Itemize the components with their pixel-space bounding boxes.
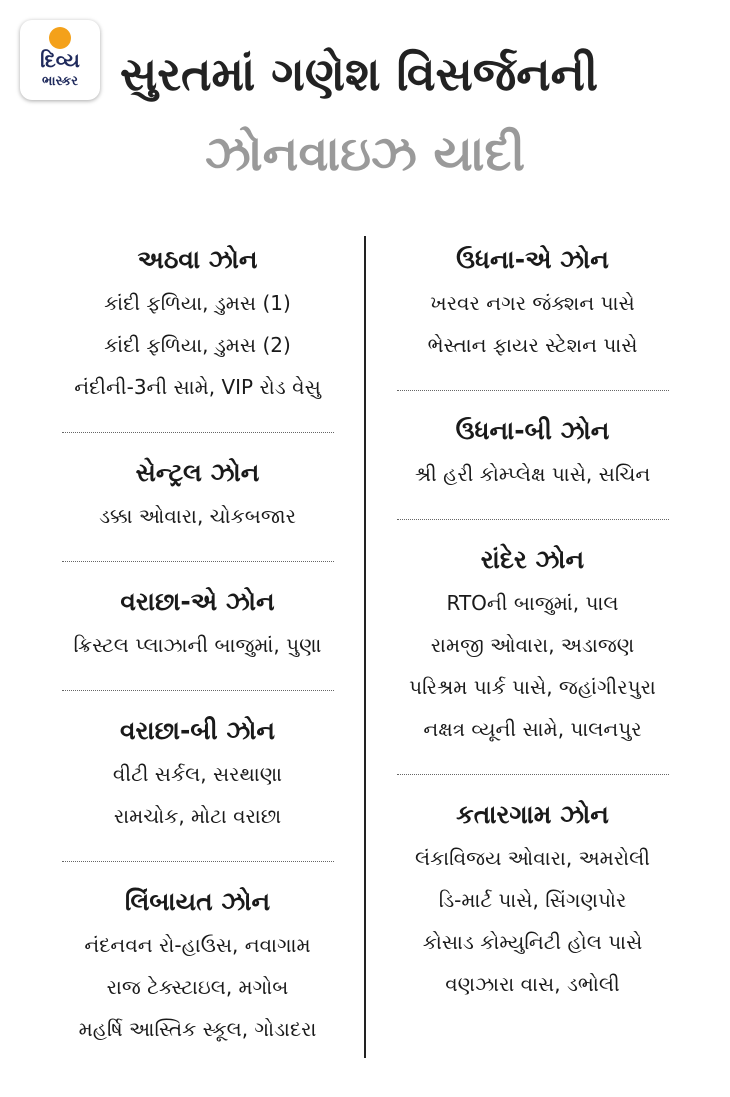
zone-location: ખરવર નગર જંક્શન પાસે <box>430 291 635 315</box>
left-column <box>40 238 355 1050</box>
logo-text-top: દિવ્ય <box>40 48 80 72</box>
zone-location: વણઝારા વાસ, ડભોલી <box>445 972 620 996</box>
zone-location: રામજી ઓવારા, અડાજણ <box>430 633 635 657</box>
zone-block <box>40 709 355 837</box>
zone-title: લિંબાયત ઝોન <box>124 887 271 916</box>
zone-location: રાજ ટેક્સ્ટાઇલ, મગોબ <box>106 975 289 999</box>
zone-block <box>375 238 690 366</box>
zone-title: સેન્ટ્રલ ઝોન <box>135 458 260 487</box>
divya-bhaskar-logo <box>20 20 100 100</box>
zone-location: કોસાડ કોમ્યુનિટી હોલ પાસે <box>422 930 643 954</box>
zone-title: કતારગામ ઝોન <box>456 800 609 829</box>
logo-text-bottom: ભાસ્કર <box>42 74 78 89</box>
zone-location: ડિ-માર્ટ પાસે, સિંગણપોર <box>438 888 627 912</box>
column-divider <box>364 236 366 1058</box>
zone-title: અઠવા ઝોન <box>137 245 258 274</box>
right-column <box>375 238 690 1005</box>
zone-block <box>375 538 690 750</box>
zone-location: નક્ષત્ર વ્યૂની સામે, પાલનપુર <box>423 717 642 741</box>
zone-location: લંકાવિજય ઓવારા, અમરોલી <box>415 846 650 870</box>
zone-location: ભેસ્તાન ફાયર સ્ટેશન પાસે <box>427 333 638 357</box>
zone-location: પરિશ્રમ પાર્ક પાસે, જહાંગીરપુરા <box>409 675 656 699</box>
zone-block <box>40 238 355 408</box>
zone-block <box>375 793 690 1005</box>
zone-title: રાંદેર ઝોન <box>480 545 585 574</box>
header <box>0 0 730 200</box>
zone-separator <box>62 432 334 433</box>
zone-block <box>375 409 690 495</box>
zone-location: નંદનવન રો-હાઉસ, નવાગામ <box>84 933 311 957</box>
zone-block <box>40 451 355 537</box>
zone-title: ઉધના-એ ઝોન <box>456 245 609 274</box>
zone-location: વીટી સર્કલ, સરથાણા <box>112 762 283 786</box>
zone-location: મહર્ષિ આસ્તિક સ્કૂલ, ગોડાદરા <box>78 1017 317 1041</box>
zone-location: ક્રિસ્ટલ પ્લાઝાની બાજુમાં, પુણા <box>73 633 322 657</box>
zone-location: કાંદી ફળિયા, ડુમસ (1) <box>104 291 291 315</box>
zone-separator <box>397 519 669 520</box>
page-subtitle: ઝોનવાઇઝ યાદી <box>204 126 526 182</box>
zone-location: નંદીની-3ની સામે, VIP રોડ વેસુ <box>74 375 321 399</box>
zone-block <box>40 880 355 1050</box>
zone-location: રામચોક, મોટા વરાછા <box>113 804 282 828</box>
zone-separator <box>62 561 334 562</box>
zone-title: વરાછા-એ ઝોન <box>120 587 275 616</box>
zone-separator <box>62 690 334 691</box>
zone-location: કાંદી ફળિયા, ડુમસ (2) <box>104 333 291 357</box>
zone-location: શ્રી હરી કોમ્પ્લેક્ષ પાસે, સચિન <box>414 462 651 486</box>
sun-icon <box>49 27 71 49</box>
zone-separator <box>397 774 669 775</box>
zone-title: ઉધના-બી ઝોન <box>455 416 610 445</box>
zone-location: ડક્કા ઓવારા, ચોકબજાર <box>99 504 296 528</box>
page-title: સુરતમાં ગણેશ વિસર્જનની <box>120 47 598 101</box>
zone-block <box>40 580 355 666</box>
zone-title: વરાછા-બી ઝોન <box>119 716 276 745</box>
zone-location: RTOની બાજુમાં, પાલ <box>446 591 619 615</box>
zone-separator <box>62 861 334 862</box>
zone-separator <box>397 390 669 391</box>
